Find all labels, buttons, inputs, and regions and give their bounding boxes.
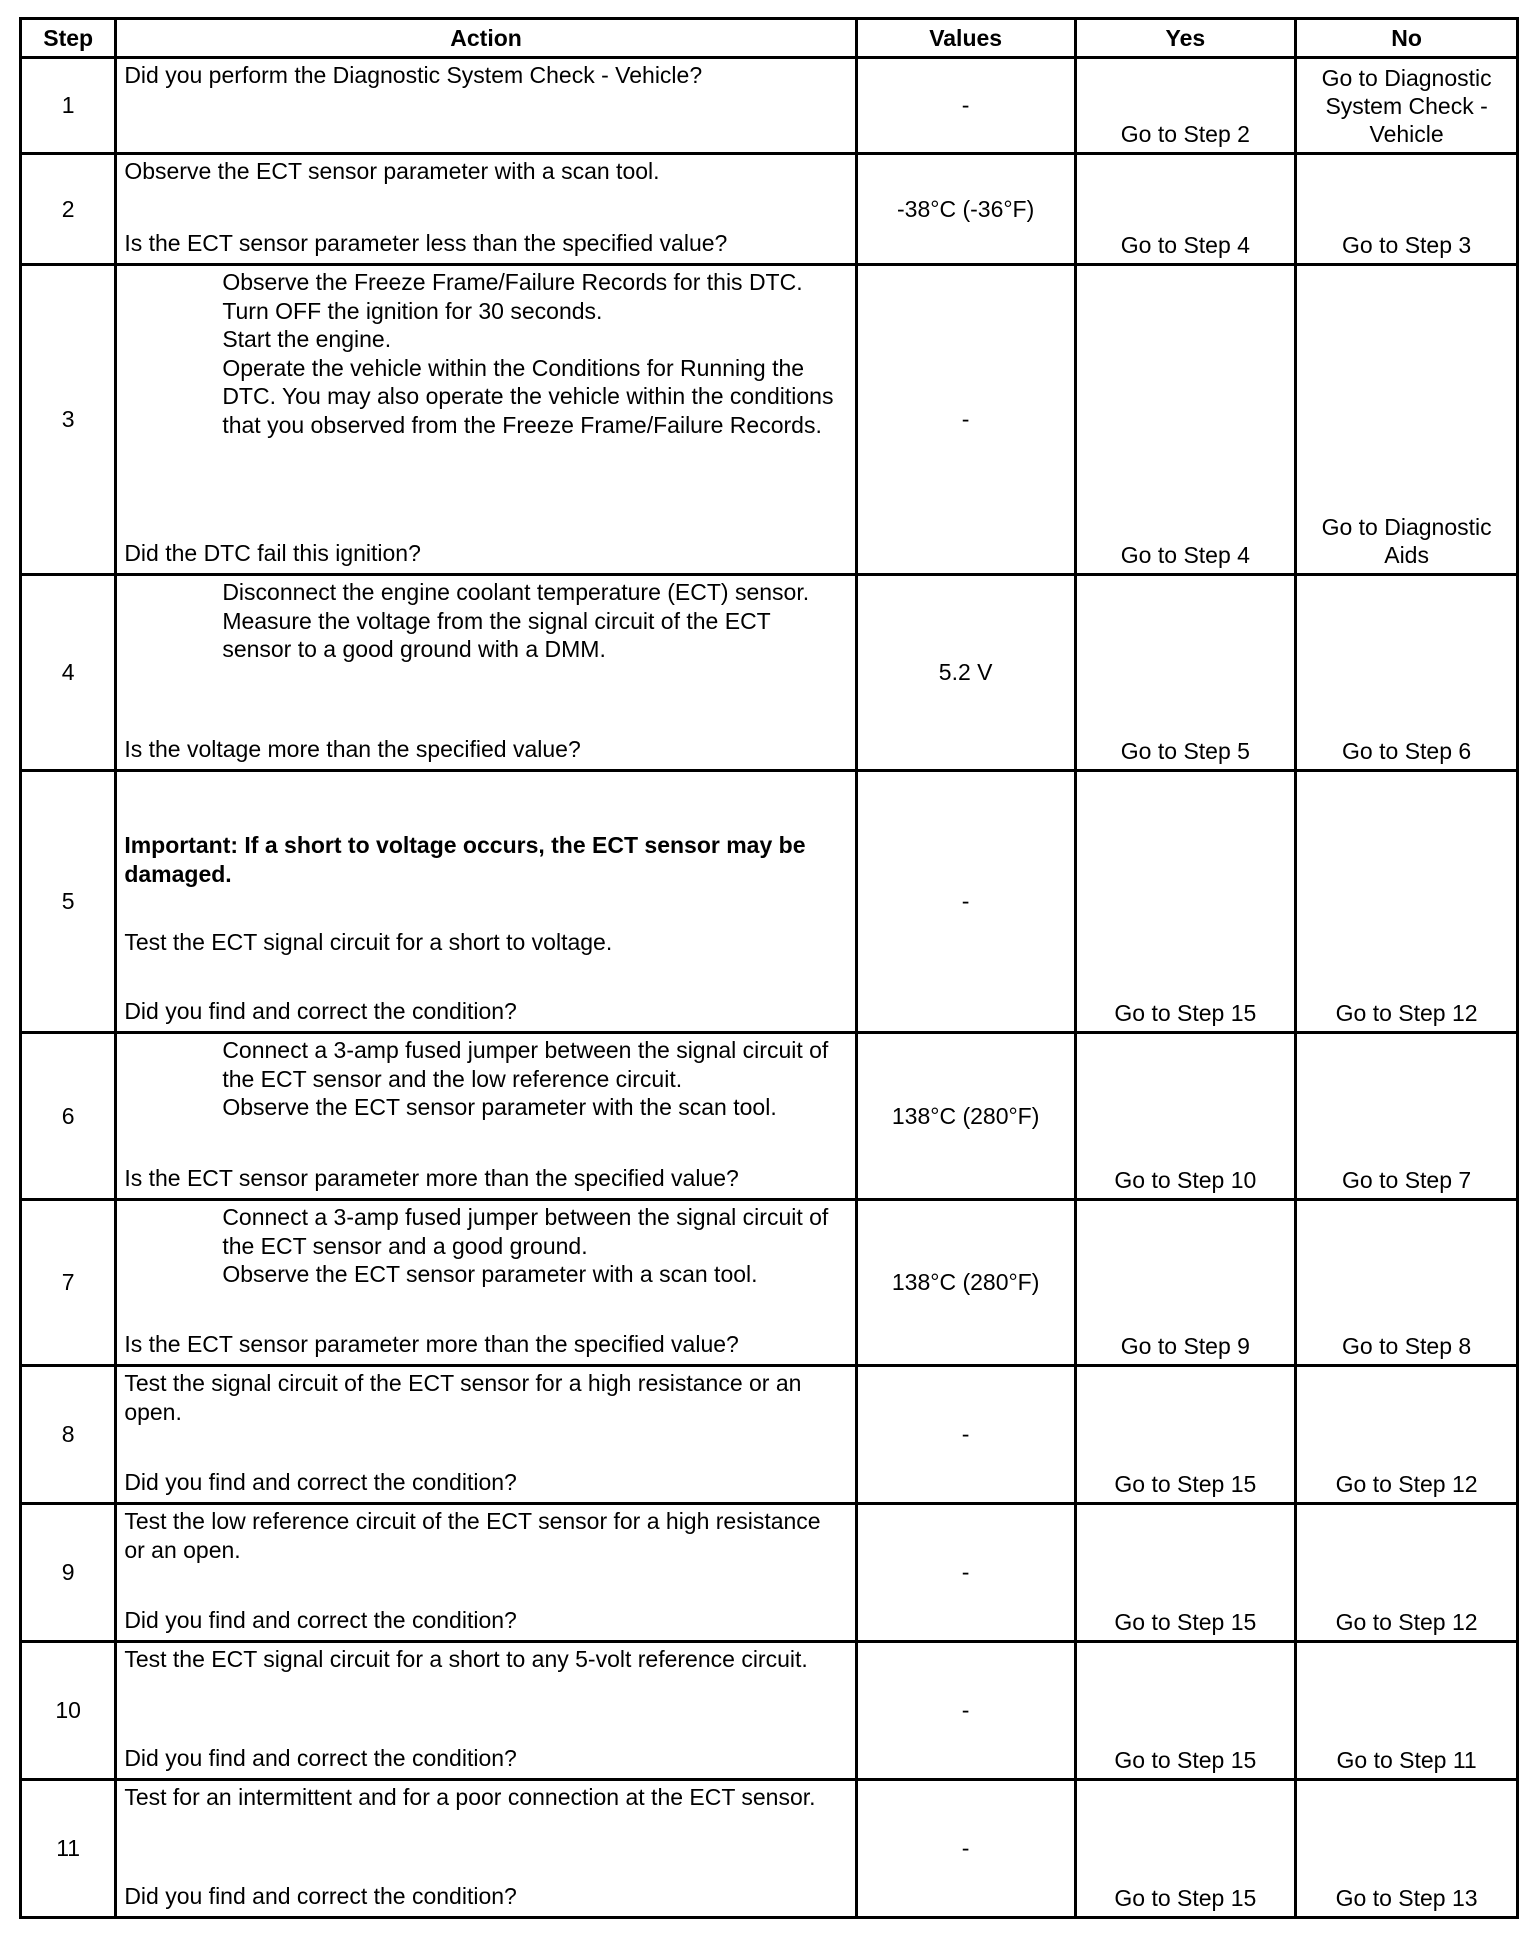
action-cell [116,1033,856,1200]
action-step-list [222,1203,834,1289]
action-cell [116,1642,856,1780]
action-cell [116,1504,856,1642]
yes-cell: Go to Step 5 [1075,575,1296,771]
value-cell: - [856,1780,1075,1918]
table-row [21,575,1518,771]
action-step-list [222,578,834,664]
action-question: Did you find and correct the condition? [124,1882,517,1909]
action-text: Test the ECT signal circuit for a short to voltage. [124,929,613,955]
no-cell: Go to Step 11 [1296,1642,1518,1780]
table-row [21,1504,1518,1642]
value-cell: - [856,1504,1075,1642]
table-row [21,1780,1518,1918]
action-text: Test for an intermittent and for a poor connection at the ECT sensor. [124,1784,816,1810]
action-question: Is the ECT sensor parameter less than the specified value? [124,229,728,256]
action-step-list [222,268,834,439]
action-text: Test the signal circuit of the ECT sensor for a high resistance or an open. [124,1370,802,1425]
action-step-item: Connect a 3-amp fused jumper between the signal circuit of the ECT sensor and the low reference circuit. [222,1037,829,1092]
yes-cell: Go to Step 15 [1075,1366,1296,1504]
yes-cell: Go to Step 9 [1075,1200,1296,1366]
step-number: 10 [21,1642,116,1780]
header-yes: Yes [1075,19,1296,58]
important-note: Important: If a short to voltage occurs, the ECT sensor may be damaged. [124,832,806,887]
action-question: Is the ECT sensor parameter more than the specified value? [124,1164,739,1191]
action-step-item: Connect a 3-amp fused jumper between the signal circuit of the ECT sensor and a good ground. [222,1204,829,1259]
step-number: 5 [21,771,116,1033]
action-question: Is the voltage more than the specified value? [124,735,581,762]
table-row [21,1033,1518,1200]
action-cell [116,1780,856,1918]
table-row [21,1200,1518,1366]
diagnostic-table [19,17,1519,1919]
action-cell [116,771,856,1033]
step-number: 4 [21,575,116,771]
action-step-item: Disconnect the engine coolant temperature (ECT) sensor. [222,579,810,605]
yes-cell: Go to Step 4 [1075,154,1296,265]
diagnostic-table-page [19,17,1519,1917]
step-number: 11 [21,1780,116,1918]
action-step-item: Start the engine. [222,326,392,352]
step-number: 8 [21,1366,116,1504]
no-cell: Go to Step 12 [1296,771,1518,1033]
no-text: Go to Diagnostic Aids [1321,514,1492,568]
action-cell [116,58,856,154]
value-cell: 138°C (280°F) [856,1200,1075,1366]
value-cell: 5.2 V [856,575,1075,771]
step-number: 2 [21,154,116,265]
action-question: Did you find and correct the condition? [124,1744,517,1771]
action-step-item: Measure the voltage from the signal circuit of the ECT sensor to a good ground with a DMM. [222,607,771,662]
yes-cell: Go to Step 15 [1075,1642,1296,1780]
action-question: Did you find and correct the condition? [124,997,517,1024]
action-step-item: Observe the ECT sensor parameter with a scan tool. [222,1261,758,1287]
action-step-item: Turn OFF the ignition for 30 seconds. [222,297,603,324]
action-step-item: Operate the vehicle within the Conditions for Running the DTC. You may also operate the vehicle within the conditions that you observed from the Freeze Frame/Failure Records. [222,354,834,438]
action-text: Observe the ECT sensor parameter with a scan tool. [124,158,660,184]
step-number: 7 [21,1200,116,1366]
yes-cell: Go to Step 4 [1075,265,1296,575]
no-text: Go to Diagnostic System Check - Vehicle [1321,64,1492,147]
action-cell [116,575,856,771]
action-cell [116,154,856,265]
table-row [21,771,1518,1033]
value-cell: - [856,1642,1075,1780]
no-cell [1296,58,1518,154]
header-action: Action [116,19,856,58]
header-step: Step [21,19,116,58]
table-header-row [21,19,1518,58]
step-number: 3 [21,265,116,575]
no-cell: Go to Step 6 [1296,575,1518,771]
action-question: Did you find and correct the condition? [124,1606,517,1633]
step-number: 9 [21,1504,116,1642]
header-values: Values [856,19,1075,58]
yes-cell: Go to Step 15 [1075,771,1296,1033]
action-step-item: Observe the Freeze Frame/Failure Records for this DTC. [222,269,803,295]
value-cell: - [856,265,1075,575]
value-cell: - [856,58,1075,154]
action-question: Did you find and correct the condition? [124,1468,517,1495]
table-row [21,265,1518,575]
no-cell: Go to Step 3 [1296,154,1518,265]
action-text: Test the ECT signal circuit for a short to any 5-volt reference circuit. [124,1646,808,1672]
value-cell: - [856,1366,1075,1504]
no-cell: Go to Step 7 [1296,1033,1518,1200]
action-cell [116,1200,856,1366]
header-no: No [1296,19,1518,58]
table-row [21,1642,1518,1780]
value-cell: 138°C (280°F) [856,1033,1075,1200]
value-cell: - [856,771,1075,1033]
no-cell: Go to Step 12 [1296,1366,1518,1504]
no-cell: Go to Step 12 [1296,1504,1518,1642]
no-cell: Go to Step 13 [1296,1780,1518,1918]
step-number: 6 [21,1033,116,1200]
action-step-list [222,1036,846,1122]
yes-cell: Go to Step 15 [1075,1780,1296,1918]
action-text: Test the low reference circuit of the ECT sensor for a high resistance or an open. [124,1508,821,1563]
value-cell: -38°C (-36°F) [856,154,1075,265]
table-row [21,58,1518,154]
yes-cell: Go to Step 15 [1075,1504,1296,1642]
table-row [21,154,1518,265]
action-question: Did the DTC fail this ignition? [124,539,421,566]
no-cell [1296,265,1518,575]
step-number: 1 [21,58,116,154]
action-cell [116,265,856,575]
action-cell [116,1366,856,1504]
action-question: Is the ECT sensor parameter more than the specified value? [124,1330,739,1357]
yes-cell: Go to Step 2 [1075,58,1296,154]
action-step-item: Observe the ECT sensor parameter with the scan tool. [222,1094,777,1120]
no-cell: Go to Step 8 [1296,1200,1518,1366]
table-row [21,1366,1518,1504]
action-text: Did you perform the Diagnostic System Check - Vehicle? [124,62,703,88]
yes-cell: Go to Step 10 [1075,1033,1296,1200]
